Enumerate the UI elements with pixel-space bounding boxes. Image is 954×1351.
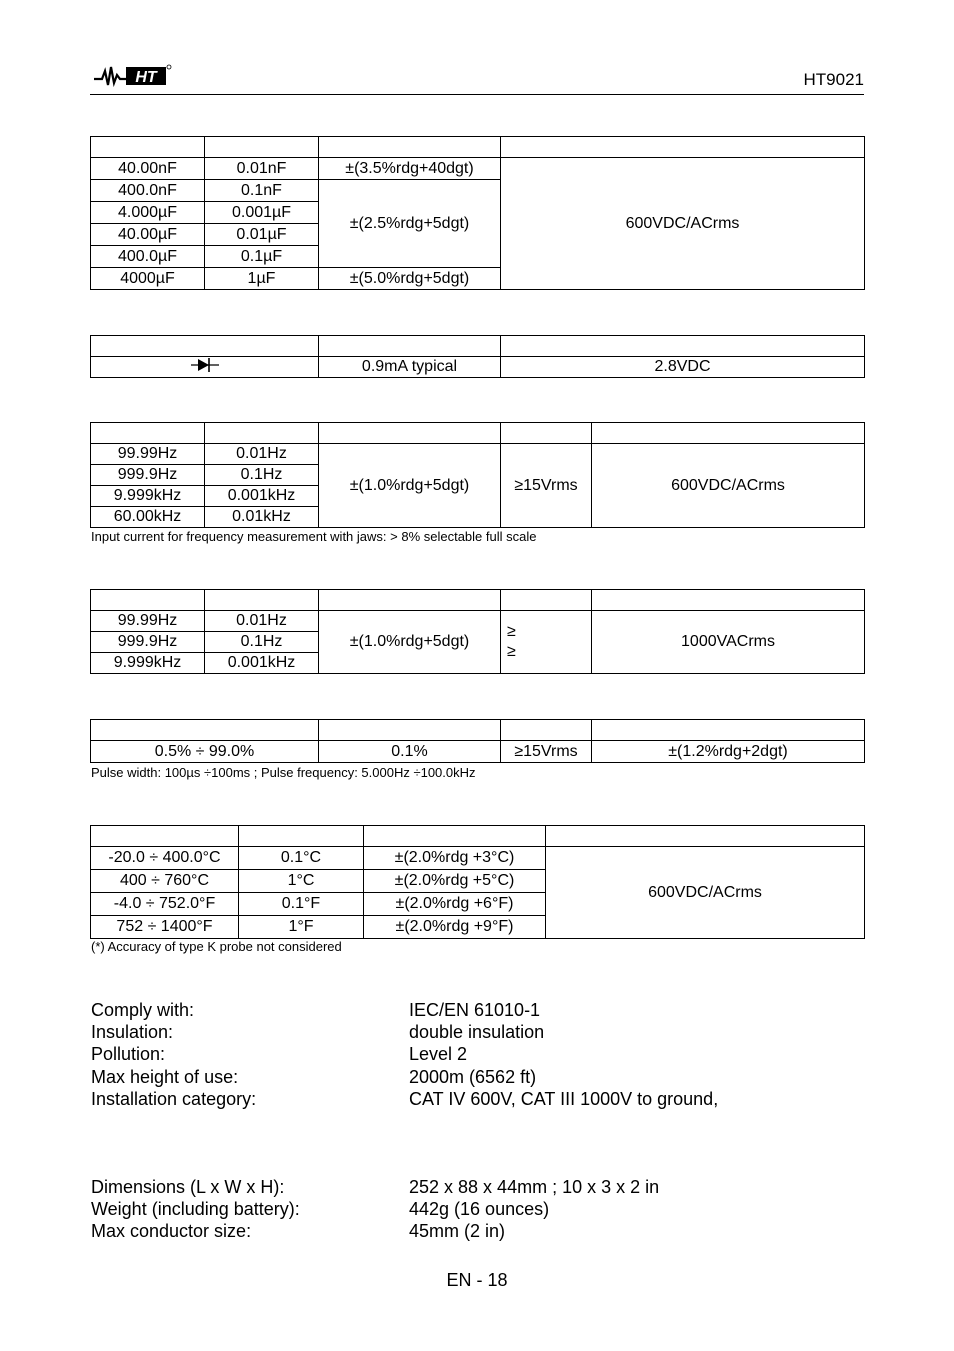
range-cell: 999.9Hz <box>91 632 205 653</box>
duty-cycle-table <box>90 719 865 763</box>
protection-cell: 600VDC/ACrms <box>592 444 865 528</box>
resolution-cell: 0.1°F <box>239 893 364 916</box>
safety-value: double insulation <box>409 1022 545 1042</box>
range-cell: 9.999kHz <box>91 486 205 507</box>
range-cell: 40.00µF <box>91 224 205 246</box>
range-cell: 99.99Hz <box>91 444 205 465</box>
mechanical-label: Weight (including battery): <box>91 1199 300 1219</box>
range-cell: -20.0 ÷ 400.0°C <box>91 847 239 870</box>
header-rule <box>90 94 864 95</box>
range-cell: 400.0µF <box>91 246 205 268</box>
safety-label: Comply with: <box>91 1000 195 1020</box>
safety-label: Pollution: <box>91 1044 166 1064</box>
range-cell: 9.999kHz <box>91 653 205 674</box>
page-number: EN - 18 <box>446 1270 508 1290</box>
safety-label: Insulation: <box>91 1022 174 1042</box>
table-header-row <box>91 336 865 357</box>
table-row <box>91 444 865 465</box>
safety-label: Installation category: <box>91 1089 257 1109</box>
safety-value: CAT IV 600V, CAT III 1000V to ground, <box>409 1089 719 1109</box>
diode-symbol-cell <box>91 357 319 378</box>
test-current-cell: 0.9mA typical <box>319 357 501 378</box>
accuracy-cell: ±(5.0%rdg+5dgt) <box>319 268 501 290</box>
duty-cycle-note: Pulse width: 100µs ÷100ms ; Pulse frequency: 5.000Hz ÷100.0kHz <box>91 765 476 780</box>
resolution-cell: 0.1µF <box>205 246 319 268</box>
table-row <box>91 357 865 378</box>
accuracy-cell: ±(2.0%rdg +6°F) <box>364 893 546 916</box>
range-cell: 400.0nF <box>91 180 205 202</box>
accuracy-cell: ±(2.0%rdg +3°C) <box>364 847 546 870</box>
protection-cell: 1000VACrms <box>592 611 865 674</box>
resolution-cell: 0.01µF <box>205 224 319 246</box>
accuracy-cell: ±(2.5%rdg+5dgt) <box>319 180 501 268</box>
sensitivity-line-1: ≥ <box>507 623 516 640</box>
diode-icon <box>190 357 220 373</box>
table-row <box>91 741 865 763</box>
mechanical-label: Dimensions (L x W x H): <box>91 1177 285 1197</box>
resolution-cell: 1°C <box>239 870 364 893</box>
range-cell: 4.000µF <box>91 202 205 224</box>
resolution-cell: 0.001kHz <box>205 486 319 507</box>
table-header-row <box>91 590 865 611</box>
frequency-jaws-table <box>90 589 865 674</box>
safety-label: Max height of use: <box>91 1067 239 1087</box>
range-cell: 752 ÷ 1400°F <box>91 916 239 939</box>
capacitance-table <box>90 136 865 290</box>
frequency-note: Input current for frequency measurement with jaws: > 8% selectable full scale <box>91 529 537 544</box>
range-cell: 400 ÷ 760°C <box>91 870 239 893</box>
range-cell: 999.9Hz <box>91 465 205 486</box>
table-header-row <box>91 720 865 741</box>
range-cell: 60.00kHz <box>91 507 205 528</box>
range-cell: 0.5% ÷ 99.0% <box>91 741 319 763</box>
accuracy-cell: ±(3.5%rdg+40dgt) <box>319 158 501 180</box>
ht-logo <box>92 61 172 89</box>
accuracy-cell: ±(1.0%rdg+5dgt) <box>319 611 501 674</box>
table-row <box>91 611 865 632</box>
table-header-row <box>91 826 865 847</box>
range-cell: 40.00nF <box>91 158 205 180</box>
resolution-cell: 0.1nF <box>205 180 319 202</box>
mechanical-value: 45mm (2 in) <box>409 1221 506 1241</box>
resolution-cell: 1°F <box>239 916 364 939</box>
temperature-note: (*) Accuracy of type K probe not considered <box>91 939 342 954</box>
mechanical-value: 442g (16 ounces) <box>409 1199 550 1219</box>
accuracy-cell: ±(2.0%rdg +5°C) <box>364 870 546 893</box>
resolution-cell: 0.01Hz <box>205 444 319 465</box>
range-cell: -4.0 ÷ 752.0°F <box>91 893 239 916</box>
accuracy-cell: ±(2.0%rdg +9°F) <box>364 916 546 939</box>
table-header-row <box>91 423 865 444</box>
table-row <box>91 847 865 870</box>
safety-value: Level 2 <box>409 1044 468 1064</box>
diode-table <box>90 335 865 378</box>
accuracy-cell: ±(1.2%rdg+2dgt) <box>592 741 865 763</box>
resolution-cell: 0.1% <box>319 741 501 763</box>
table-header-row <box>91 137 865 158</box>
safety-value: IEC/EN 61010-1 <box>409 1000 541 1020</box>
resolution-cell: 0.1°C <box>239 847 364 870</box>
protection-cell: 600VDC/ACrms <box>501 158 865 290</box>
sensitivity-cell: ≥15Vrms <box>501 741 592 763</box>
resolution-cell: 0.01Hz <box>205 611 319 632</box>
resolution-cell: 0.01kHz <box>205 507 319 528</box>
table-row <box>91 158 865 180</box>
resolution-cell: 1µF <box>205 268 319 290</box>
accuracy-cell: ±(1.0%rdg+5dgt) <box>319 444 501 528</box>
temperature-table <box>90 825 865 939</box>
open-voltage-cell: 2.8VDC <box>501 357 865 378</box>
model-name: HT9021 <box>803 70 864 89</box>
safety-value: 2000m (6562 ft) <box>409 1067 537 1087</box>
protection-cell: 600VDC/ACrms <box>546 847 865 939</box>
svg-text:HT: HT <box>135 69 157 86</box>
range-cell: 99.99Hz <box>91 611 205 632</box>
resolution-cell: 0.1Hz <box>205 632 319 653</box>
resolution-cell: 0.001µF <box>205 202 319 224</box>
sensitivity-cell: ≥15Vrms <box>501 444 592 528</box>
resolution-cell: 0.001kHz <box>205 653 319 674</box>
sensitivity-cell <box>501 611 592 674</box>
range-cell: 4000µF <box>91 268 205 290</box>
frequency-table <box>90 422 865 528</box>
resolution-cell: 0.1Hz <box>205 465 319 486</box>
sensitivity-line-2: ≥ <box>507 643 516 660</box>
mechanical-value: 252 x 88 x 44mm ; 10 x 3 x 2 in <box>409 1177 660 1197</box>
resolution-cell: 0.01nF <box>205 158 319 180</box>
mechanical-label: Max conductor size: <box>91 1221 252 1241</box>
